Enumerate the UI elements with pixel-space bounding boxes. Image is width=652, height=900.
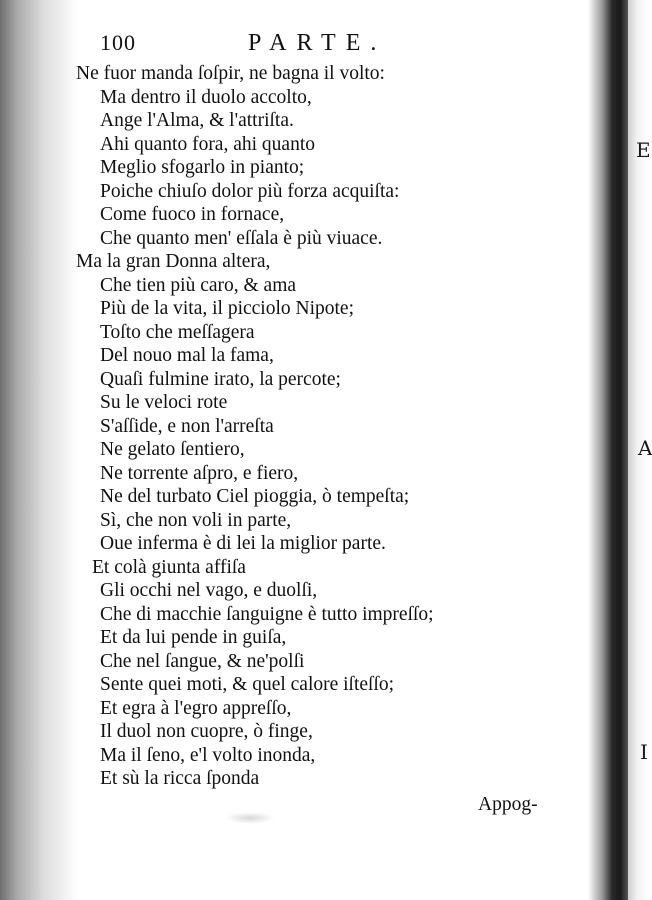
book-spine xyxy=(588,0,628,900)
verse-line: Meglio sfogarlo in pianto; xyxy=(100,157,305,178)
verse-line: Ne gelato ſentiero, xyxy=(100,439,245,460)
page-header xyxy=(100,30,500,60)
verse-line: Ma il ſeno, e'l volto inonda, xyxy=(100,744,316,766)
verse-line: Gli occhi nel vago, e duolſi, xyxy=(100,580,318,601)
verse-line: Quaſi fulmine irato, la percote; xyxy=(100,368,341,390)
verse-line: Et da lui pende in guiſa, xyxy=(100,627,287,648)
verse-line: Ne torrente aſpro, e fiero, xyxy=(100,462,299,484)
verse-line: Et egra à l'egro appreſſo, xyxy=(100,697,292,719)
verse-line: Oue inferma è di lei la miglior parte. xyxy=(100,533,386,554)
facing-page-letter: A xyxy=(638,436,652,460)
verse-line: Il duol non cuopre, ò finge, xyxy=(100,721,313,742)
verse-line: Ma dentro il duolo accolto, xyxy=(100,86,312,108)
verse-line: Che nel ſangue, & ne'polſi xyxy=(100,650,305,672)
verse-line: Che di macchie ſanguigne è tutto impreſſo; xyxy=(100,603,434,625)
verse-line: Più de la vita, il picciolo Nipote; xyxy=(100,298,354,319)
facing-page-letter: I xyxy=(640,740,648,764)
verse-line: Ne del turbato Ciel pioggia, ò tempeſta; xyxy=(100,486,410,507)
facing-page-letter: E xyxy=(636,138,651,162)
verse-line: Toſto che meſſagera xyxy=(100,321,255,343)
verse-line: Su le veloci rote xyxy=(100,392,228,413)
verse-line: Che tien più caro, & ama xyxy=(100,274,297,296)
verse-text xyxy=(76,62,576,791)
verse-line: Ahi quanto fora, ahi quanto xyxy=(100,133,315,155)
catchword: Appog- xyxy=(478,794,538,815)
verse-line: Come fuoco in fornace, xyxy=(100,204,285,225)
ink-smudge xyxy=(225,812,275,824)
running-head: PARTE. xyxy=(248,30,387,56)
left-edge-shadow xyxy=(0,0,78,900)
verse-line: Ma la gran Donna altera, xyxy=(76,251,271,272)
verse-line: Et colà giunta affiſa xyxy=(92,556,246,578)
verse-line: Che quanto men' eſſala è più viuace. xyxy=(100,227,383,249)
verse-line: Ange l'Alma, & l'attriſta. xyxy=(100,110,294,131)
page-number: 100 xyxy=(100,30,136,55)
verse-line: S'aſſide, e non l'arreſta xyxy=(100,415,274,437)
verse-line: Ne fuor manda ſoſpir, ne bagna il volto: xyxy=(76,63,385,84)
verse-line: Sente quei moti, & quel calore iſteſſo; xyxy=(100,674,395,695)
verse-line: Et sù la ricca ſponda xyxy=(100,768,260,789)
verse-line: Del nouo mal la fama, xyxy=(100,345,274,366)
verse-line: Sì, che non voli in parte, xyxy=(100,509,292,531)
verse-line: Poiche chiuſo dolor più forza acquiſta: xyxy=(100,180,400,202)
